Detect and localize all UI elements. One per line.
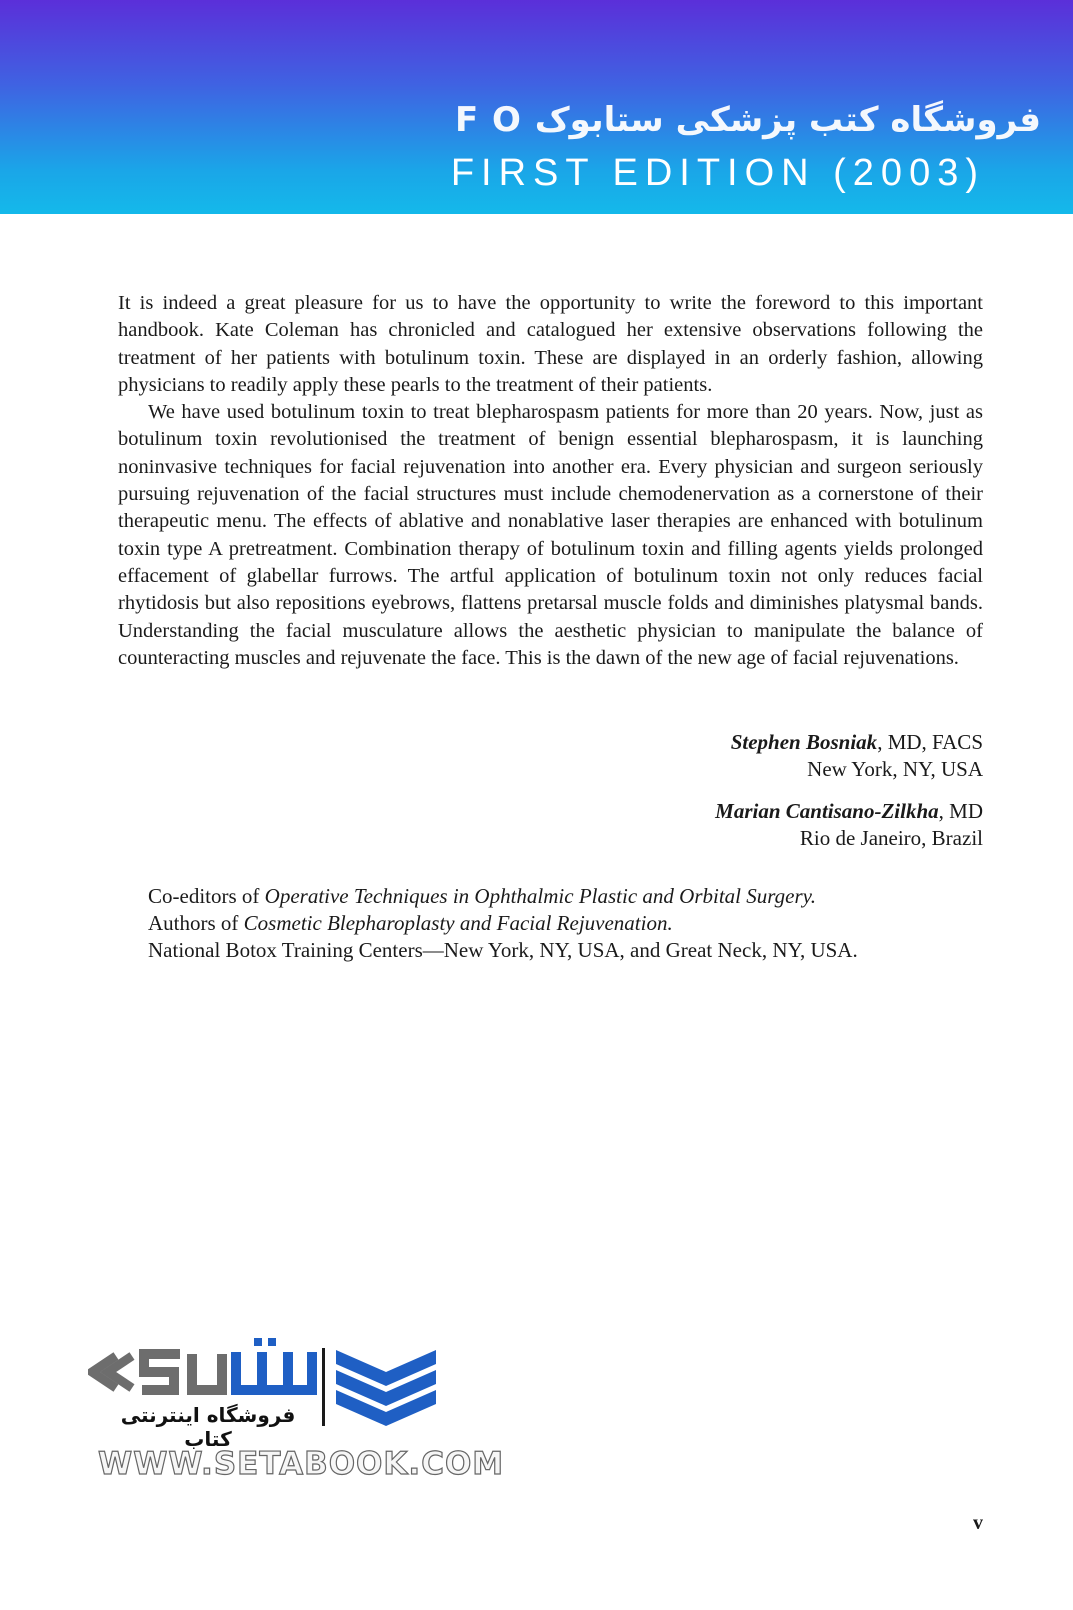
signature-credentials: , MD, FACS [877, 730, 983, 754]
signature-location: New York, NY, USA [807, 757, 983, 781]
signature-2 [715, 798, 983, 852]
signature-1 [731, 729, 983, 783]
note-prefix: Authors of [148, 911, 244, 935]
paragraph-2: We have used botulinum toxin to treat blepharospasm patients for more than 20 years. Now, just as botulinum toxin revolutionised the treatment of benign essential blepharospasm, it is launching noninvasive techniques for facial rejuvenation into another era. Every physician and surgeon seriously pursuing rejuvenation of the facial structures must include chemodenervation as a cornerstone of their therapeutic menu. The effects of ablative and nonablative laser therapies are enhanced with botulinum toxin type A pretreatment. Combination therapy of botulinum toxin and filling agents yields prolonged effacement of glabellar furrows. The artful application of botulinum toxin not only reduces facial rhytidosis but also repositions eyebrows, flattens pretarsal muscle folds and diminishes platysmal bands. Understanding the facial musculature allows the aesthetic physician to manipulate the balance of counteracting muscles and rejuvenate the face. This is the dawn of the new age of facial rejuvenations. [118, 401, 983, 669]
author-notes [148, 883, 858, 964]
edition-title: FIRST EDITION (2003) [450, 152, 985, 194]
watermark-prefix: F O [454, 100, 522, 140]
note-title: Operative Techniques in Ophthalmic Plastic and Orbital Surgery. [264, 884, 817, 908]
logo-persian-text: فروشگاه اینترنتی کتاب [120, 1403, 296, 1451]
page-number: v [973, 1512, 983, 1534]
signature-name: Stephen Bosniak [730, 730, 878, 754]
logo-url: WWW.SETABOOK.COM [98, 1446, 505, 1482]
header-banner [0, 0, 1073, 214]
foreword-body [118, 290, 983, 672]
note-prefix: Co-editors of [148, 884, 265, 908]
paragraph-1: It is indeed a great pleasure for us to have the opportunity to write the foreword to this important handbook. Kate Coleman has chronicled and catalogued her extensive observations following the treatment of her patients with botulinum toxin. These are displayed in an orderly fashion, allowing physicians to readily apply these pearls to the treatment of their patients. [118, 292, 983, 396]
signature-location: Rio de Janeiro, Brazil [799, 826, 983, 850]
setabook-logo [88, 1338, 505, 1488]
note-line: National Botox Training Centers—New York, NY, USA, and Great Neck, NY, USA. [148, 938, 858, 962]
signature-credentials: , MD [938, 799, 983, 823]
note-title: Cosmetic Blepharoplasty and Facial Rejuvenation. [243, 911, 673, 935]
watermark-text [455, 100, 1041, 140]
watermark-persian: فروشگاه کتب پزشکی ستابوک [534, 100, 1041, 140]
signature-name: Marian Cantisano-Zilkha [715, 799, 939, 823]
